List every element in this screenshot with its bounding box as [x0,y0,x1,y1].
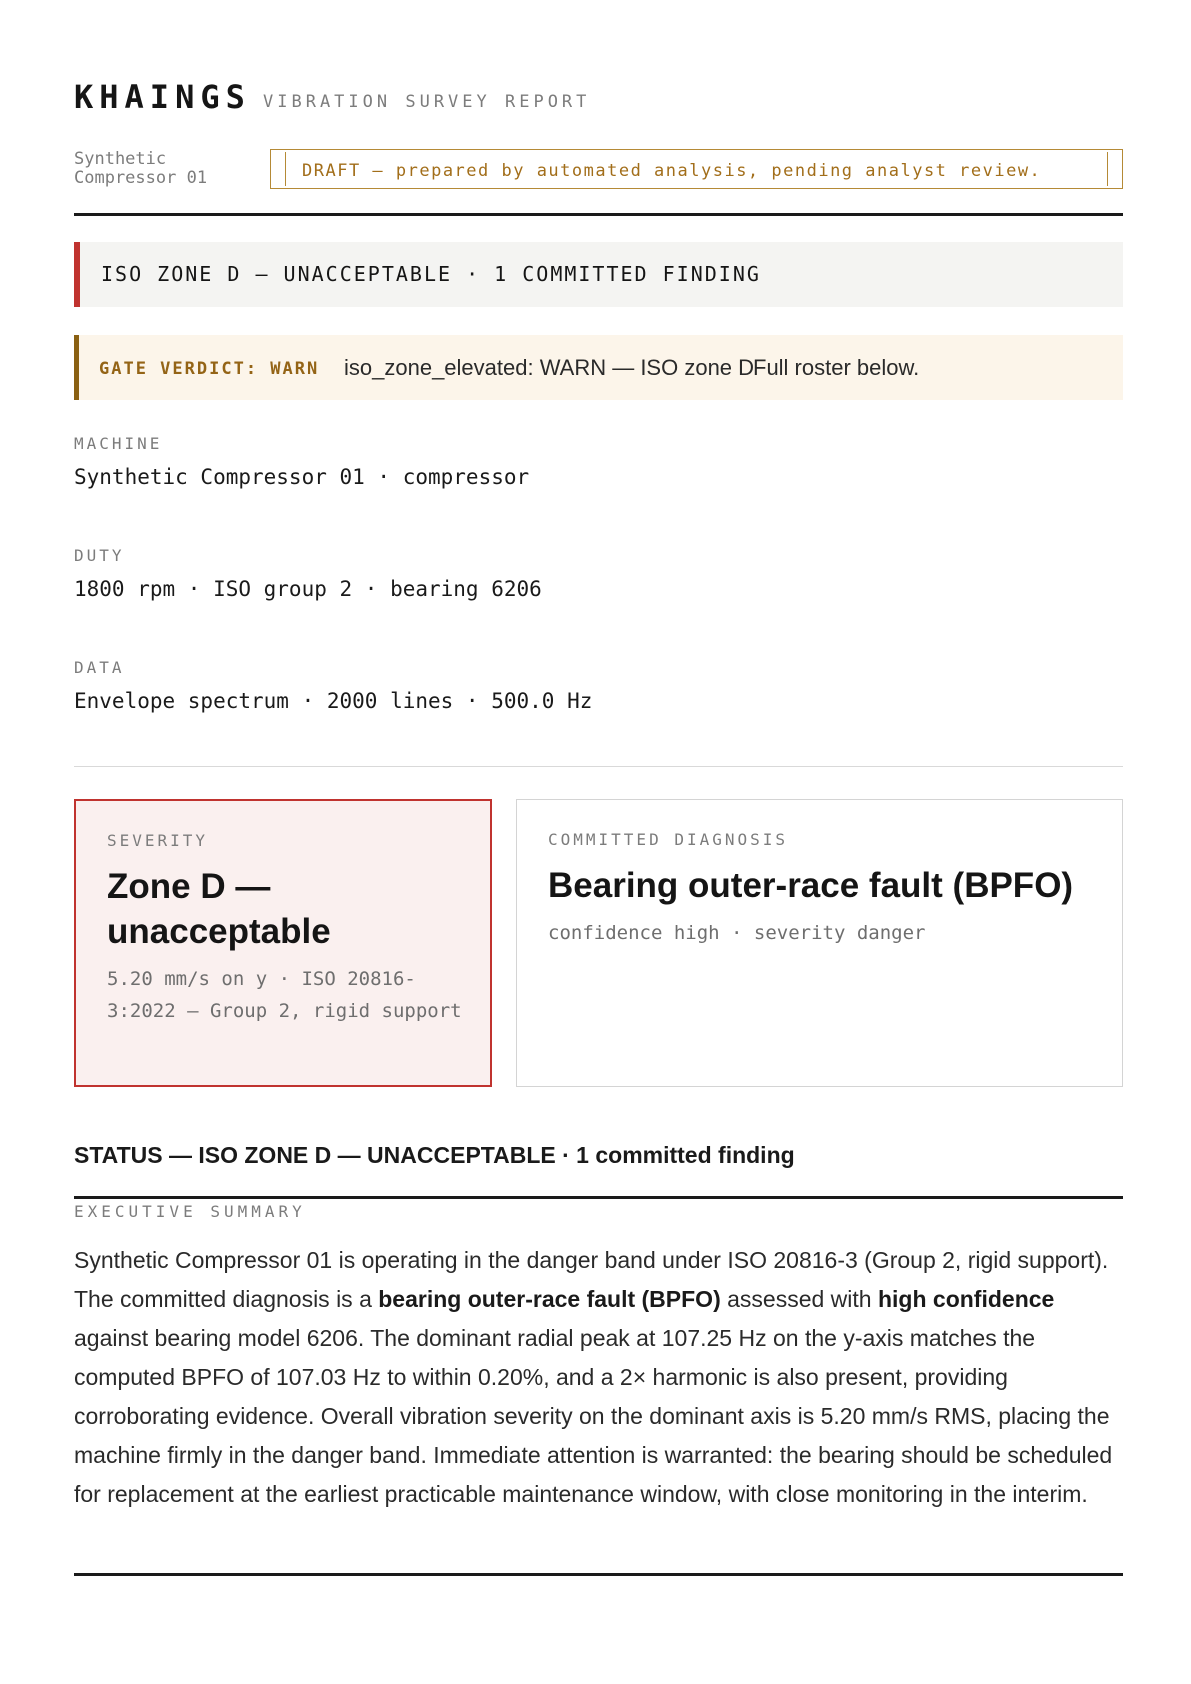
gate-verdict-banner [74,335,1123,400]
severity-card-title: Zone D — unacceptable [107,867,331,951]
diagnosis-card-detail: confidence high · severity danger [548,922,926,944]
summary-segment: Synthetic Compressor 01 is operating in the danger band under ISO 20816-3 (Group 2, rigid support). The committed diagnosis is a [74,1247,1109,1312]
gate-verdict-note: Full roster below. [753,355,920,380]
data-field-label: DATA [74,658,125,677]
document-type: VIBRATION SURVEY REPORT [263,92,591,112]
severity-card [74,799,492,1087]
machine-short-name: Synthetic Compressor 01 [74,149,208,188]
draft-notice-inner-frame [285,152,1108,186]
section-divider [74,766,1123,767]
summary-diagnosis-emphasis: bearing outer-race fault (BPFO) [378,1286,721,1312]
draft-notice-box [270,149,1123,189]
severity-card-label: SEVERITY [107,831,209,850]
machine-field-label: MACHINE [74,434,163,453]
gate-verdict-message: iso_zone_elevated: WARN — ISO zone D [344,355,755,380]
header-divider [74,213,1123,216]
diagnosis-card [516,799,1123,1087]
duty-field-label: DUTY [74,546,125,565]
iso-zone-banner-text: ISO ZONE D — UNACCEPTABLE · 1 COMMITTED FINDING [101,262,761,286]
summary-segment: against bearing model 6206. The dominant radial peak at 107.25 Hz on the y-axis matches the computed BPFO of 107.03 Hz to within 0.20%, and a 2× harmonic is also present, providing corroborating evidence. Overall vibration severity on the dominant axis is 5.20 mm/s RMS, placing the machine firmly in the danger band. Immediate attention is warranted: the bearing should be scheduled for replacement at the earliest practicable maintenance window, with close monitoring in the interim. [74,1325,1113,1507]
data-field-value: Envelope spectrum · 2000 lines · 500.0 Hz [74,689,593,713]
diagnosis-card-title: Bearing outer-race fault (BPFO) [548,866,1074,905]
brand-logo-text: KHAINGS [74,78,251,116]
draft-notice-text: DRAFT — prepared by automated analysis, pending analyst review. [302,161,1042,181]
iso-zone-banner [74,242,1123,307]
status-heading: STATUS — ISO ZONE D — UNACCEPTABLE · 1 committed finding [74,1142,795,1168]
duty-field-value: 1800 rpm · ISO group 2 · bearing 6206 [74,577,542,601]
summary-bottom-rule [74,1573,1123,1576]
report-header [74,78,1123,118]
executive-summary-label: EXECUTIVE SUMMARY [74,1202,306,1221]
machine-field-value: Synthetic Compressor 01 · compressor [74,465,530,489]
diagnosis-card-label: COMMITTED DIAGNOSIS [548,830,789,849]
summary-confidence-emphasis: high confidence [877,1286,1055,1312]
summary-segment: assessed with [720,1286,878,1312]
gate-verdict-label: GATE VERDICT: WARN [99,359,320,379]
executive-summary-text [74,1241,1123,1514]
summary-top-rule [74,1196,1123,1199]
severity-card-detail: 5.20 mm/s on y · ISO 20816-3:2022 — Group 2, rigid support [107,968,462,1022]
